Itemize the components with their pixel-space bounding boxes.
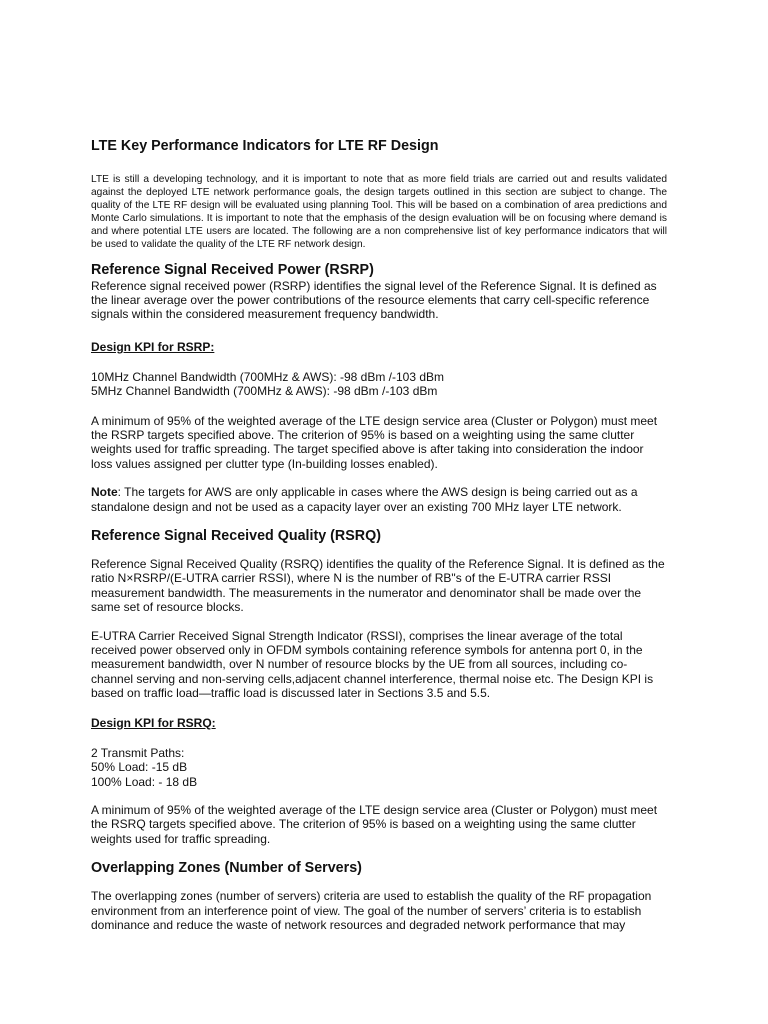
rsrp-heading: Reference Signal Received Power (RSRP) xyxy=(91,261,374,278)
rsrq-heading: Reference Signal Received Quality (RSRQ) xyxy=(91,528,382,545)
rsrp-kpi-line: 10MHz Channel Bandwidth (700MHz & AWS): -98 dBm /-103 dBm xyxy=(91,369,445,384)
rsrp-definition: Reference signal received power (RSRP) identifies the signal level of the Reference Signal. It is defined as the linear average over the power contributions of the resource elements that carry cell-specific reference signals within the considered measurement frequency bandwidth. xyxy=(91,278,657,322)
rsrp-kpi-line: 5MHz Channel Bandwidth (700MHz & AWS): -98 dBm /-103 dBm xyxy=(91,384,438,399)
overlap-paragraph: The overlapping zones (number of servers) criteria are used to establish the quality of the RF propagation environment from an interference point of view. The goal of the number of servers’ criteria is to establish dominance and reduce the waste of network resources and degraded network performance that may xyxy=(91,889,652,932)
note-text: : The targets for AWS are only applicable in cases where the AWS design is being carried out as a standalone design and not be used as a capacity layer over an existing 700 MHz layer LTE network. xyxy=(91,485,638,514)
rsrp-criterion: A minimum of 95% of the weighted average of the LTE design service area (Cluster or Polygon) must meet the RSRP targets specified above. The criterion of 95% is based on a weighting using the same clutter weights used for traffic spreading. The target specified above is after taking into consideration the indoor loss values assigned per clutter type (In-building losses enabled). xyxy=(91,413,658,471)
rsrq-kpi-heading: Design KPI for RSRQ: xyxy=(91,715,216,730)
rsrq-kpi-line: 100% Load: - 18 dB xyxy=(91,774,198,789)
rsrq-kpi-line: 2 Transmit Paths: xyxy=(91,745,185,760)
document-title: LTE Key Performance Indicators for LTE RF Design xyxy=(91,138,439,154)
document-body xyxy=(91,137,667,932)
rsrq-definition: Reference Signal Received Quality (RSRQ) identifies the quality of the Reference Signal. It is defined as the ratio N×RSRP/(E-UTRA carrier RSSI), where N is the number of RB"s of the E-UTRA carrier RSSI measurement bandwidth. The measurements in the numerator and denominator shall be made over the same set of resource blocks. xyxy=(91,557,665,615)
rsrp-kpi-list xyxy=(91,370,667,399)
note-label: Note xyxy=(91,485,118,500)
rsrq-criterion: A minimum of 95% of the weighted average of the LTE design service area (Cluster or Polygon) must meet the RSRQ targets specified above. The criterion of 95% is based on a weighting using the same clutter weights used for traffic spreading. xyxy=(91,802,658,846)
overlap-heading: Overlapping Zones (Number of Servers) xyxy=(91,860,362,877)
rsrp-kpi-heading: Design KPI for RSRP: xyxy=(91,339,215,354)
rsrq-kpi-list xyxy=(91,746,667,789)
intro-paragraph: LTE is still a developing technology, and it is important to note that as more field trials are carried out and results validated against the deployed LTE network performance goals, the design targets outlined in this section are subject to change. The quality of the LTE RF design will be evaluated using planning Tool. This will be based on a combination of area predictions and Monte Carlo simulations. It is important to note that the emphasis of the design evaluation will be on focusing where demand is and where potential LTE users are located. The following are a non comprehensive list of key performance indicators that will be used to validate the quality of the LTE RF network design. xyxy=(91,174,667,251)
rsrp-note xyxy=(91,485,667,514)
rsrq-kpi-line: 50% Load: -15 dB xyxy=(91,760,188,775)
rssi-paragraph: E-UTRA Carrier Received Signal Strength Indicator (RSSI), comprises the linear average of the total received power observed only in OFDM symbols containing reference symbols for antenna port 0, in the measurement bandwidth, over N number of resource blocks by the UE from all sources, including co-channel serving and non-serving cells,adjacent channel interference, thermal noise etc. The Design KPI is based on traffic load—traffic load is discussed later in Sections 3.5 and 5.5. xyxy=(91,628,654,701)
